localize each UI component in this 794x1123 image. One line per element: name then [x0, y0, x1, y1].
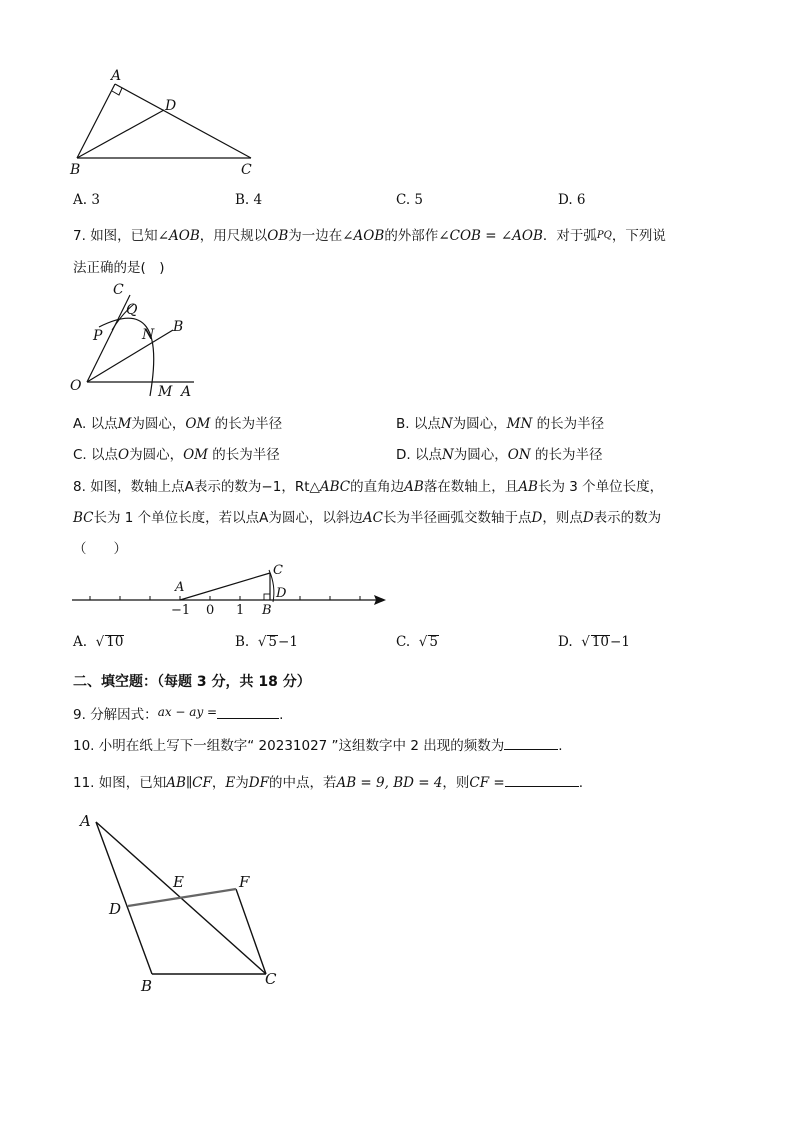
q8-label-D: D — [276, 586, 287, 601]
q8-option-a: A. √ 10 — [73, 634, 124, 650]
q8-label-C: C — [273, 563, 283, 578]
q7-label-C: C — [113, 282, 124, 298]
q6-option-c: C. 5 — [396, 192, 424, 208]
q7-line1: 7. 如图，已知∠AOB，用尺规以OB为一边在∠AOB的外部作∠COB = ∠AOB．对于弧PQ，下列说 — [73, 228, 666, 244]
q11-label-D: D — [109, 900, 122, 918]
q6-label-A: A — [111, 68, 122, 84]
q6-label-C: C — [241, 162, 252, 178]
q7-label-A: A — [181, 384, 192, 400]
q7-label-Q: Q — [126, 302, 138, 318]
q8-line2: BC长为 1 个单位长度，若以点A为圆心，以斜边AC长为半径画弧交数轴于点D，则点D表示的数为 — [73, 510, 662, 526]
q8-tick-m1: −1 — [171, 603, 191, 618]
q8-label-B: B — [262, 603, 272, 618]
q6-option-a: A. 3 — [73, 192, 100, 208]
q8-tick-0: 0 — [206, 603, 215, 618]
q8-label-A: A — [175, 580, 185, 595]
q6-label-B: B — [70, 162, 81, 178]
q8-figure — [68, 560, 390, 620]
q8-line3: （ ） — [73, 541, 127, 557]
q11-answer-blank — [505, 774, 579, 787]
q7-label-O: O — [70, 378, 82, 394]
q8-line1: 8. 如图，数轴上点A表示的数为−1，Rt△ABC的直角边AB落在数轴上，且AB长为 3 个单位长度， — [73, 479, 664, 495]
q11-label-C: C — [265, 970, 277, 988]
q8-option-c: C. √ 5 — [396, 634, 438, 650]
q8-tick-1: 1 — [236, 603, 245, 618]
q8-option-b: B. √ 5−1 — [235, 634, 298, 650]
q11: 11. 如图，已知AB∥CF，E为DF的中点，若AB = 9, BD = 4，则CF = . — [73, 775, 584, 791]
q11-label-B: B — [141, 977, 153, 995]
q7-option-b: B. 以点N为圆心，MN 的长为半径 — [396, 416, 605, 432]
q9: 9. 分解因式：ax − ay = . — [73, 705, 284, 723]
q7-label-B: B — [173, 319, 184, 335]
q9-answer-blank — [217, 706, 279, 719]
q7-label-N: N — [142, 327, 155, 343]
q6-option-b: B. 4 — [235, 192, 263, 208]
q11-label-F: F — [239, 873, 250, 891]
section-heading-fill-in: 二、填空题：（每题 3 分，共 18 分） — [73, 674, 311, 690]
q6-option-d: D. 6 — [558, 192, 586, 208]
q8-option-d: D. √ 10−1 — [558, 634, 630, 650]
q10: 10. 小明在纸上写下一组数字“ 20231027 ”这组数字中 2 出现的频数为 . — [73, 738, 563, 754]
q7-label-M: M — [158, 384, 173, 400]
q7-line2: 法正确的是( ) — [73, 260, 165, 276]
q6-figure — [65, 62, 265, 182]
q7-label-P: P — [93, 328, 103, 344]
q7-option-c: C. 以点O为圆心，OM 的长为半径 — [73, 447, 280, 463]
q10-answer-blank — [504, 737, 558, 750]
q7-figure — [62, 278, 212, 403]
q7-option-d: D. 以点N为圆心，ON 的长为半径 — [396, 447, 603, 463]
q11-label-E: E — [173, 873, 184, 891]
q6-label-D: D — [165, 98, 177, 114]
q11-figure — [76, 808, 291, 998]
q11-label-A: A — [80, 812, 91, 830]
q7-option-a: A. 以点M为圆心，OM 的长为半径 — [73, 416, 283, 432]
